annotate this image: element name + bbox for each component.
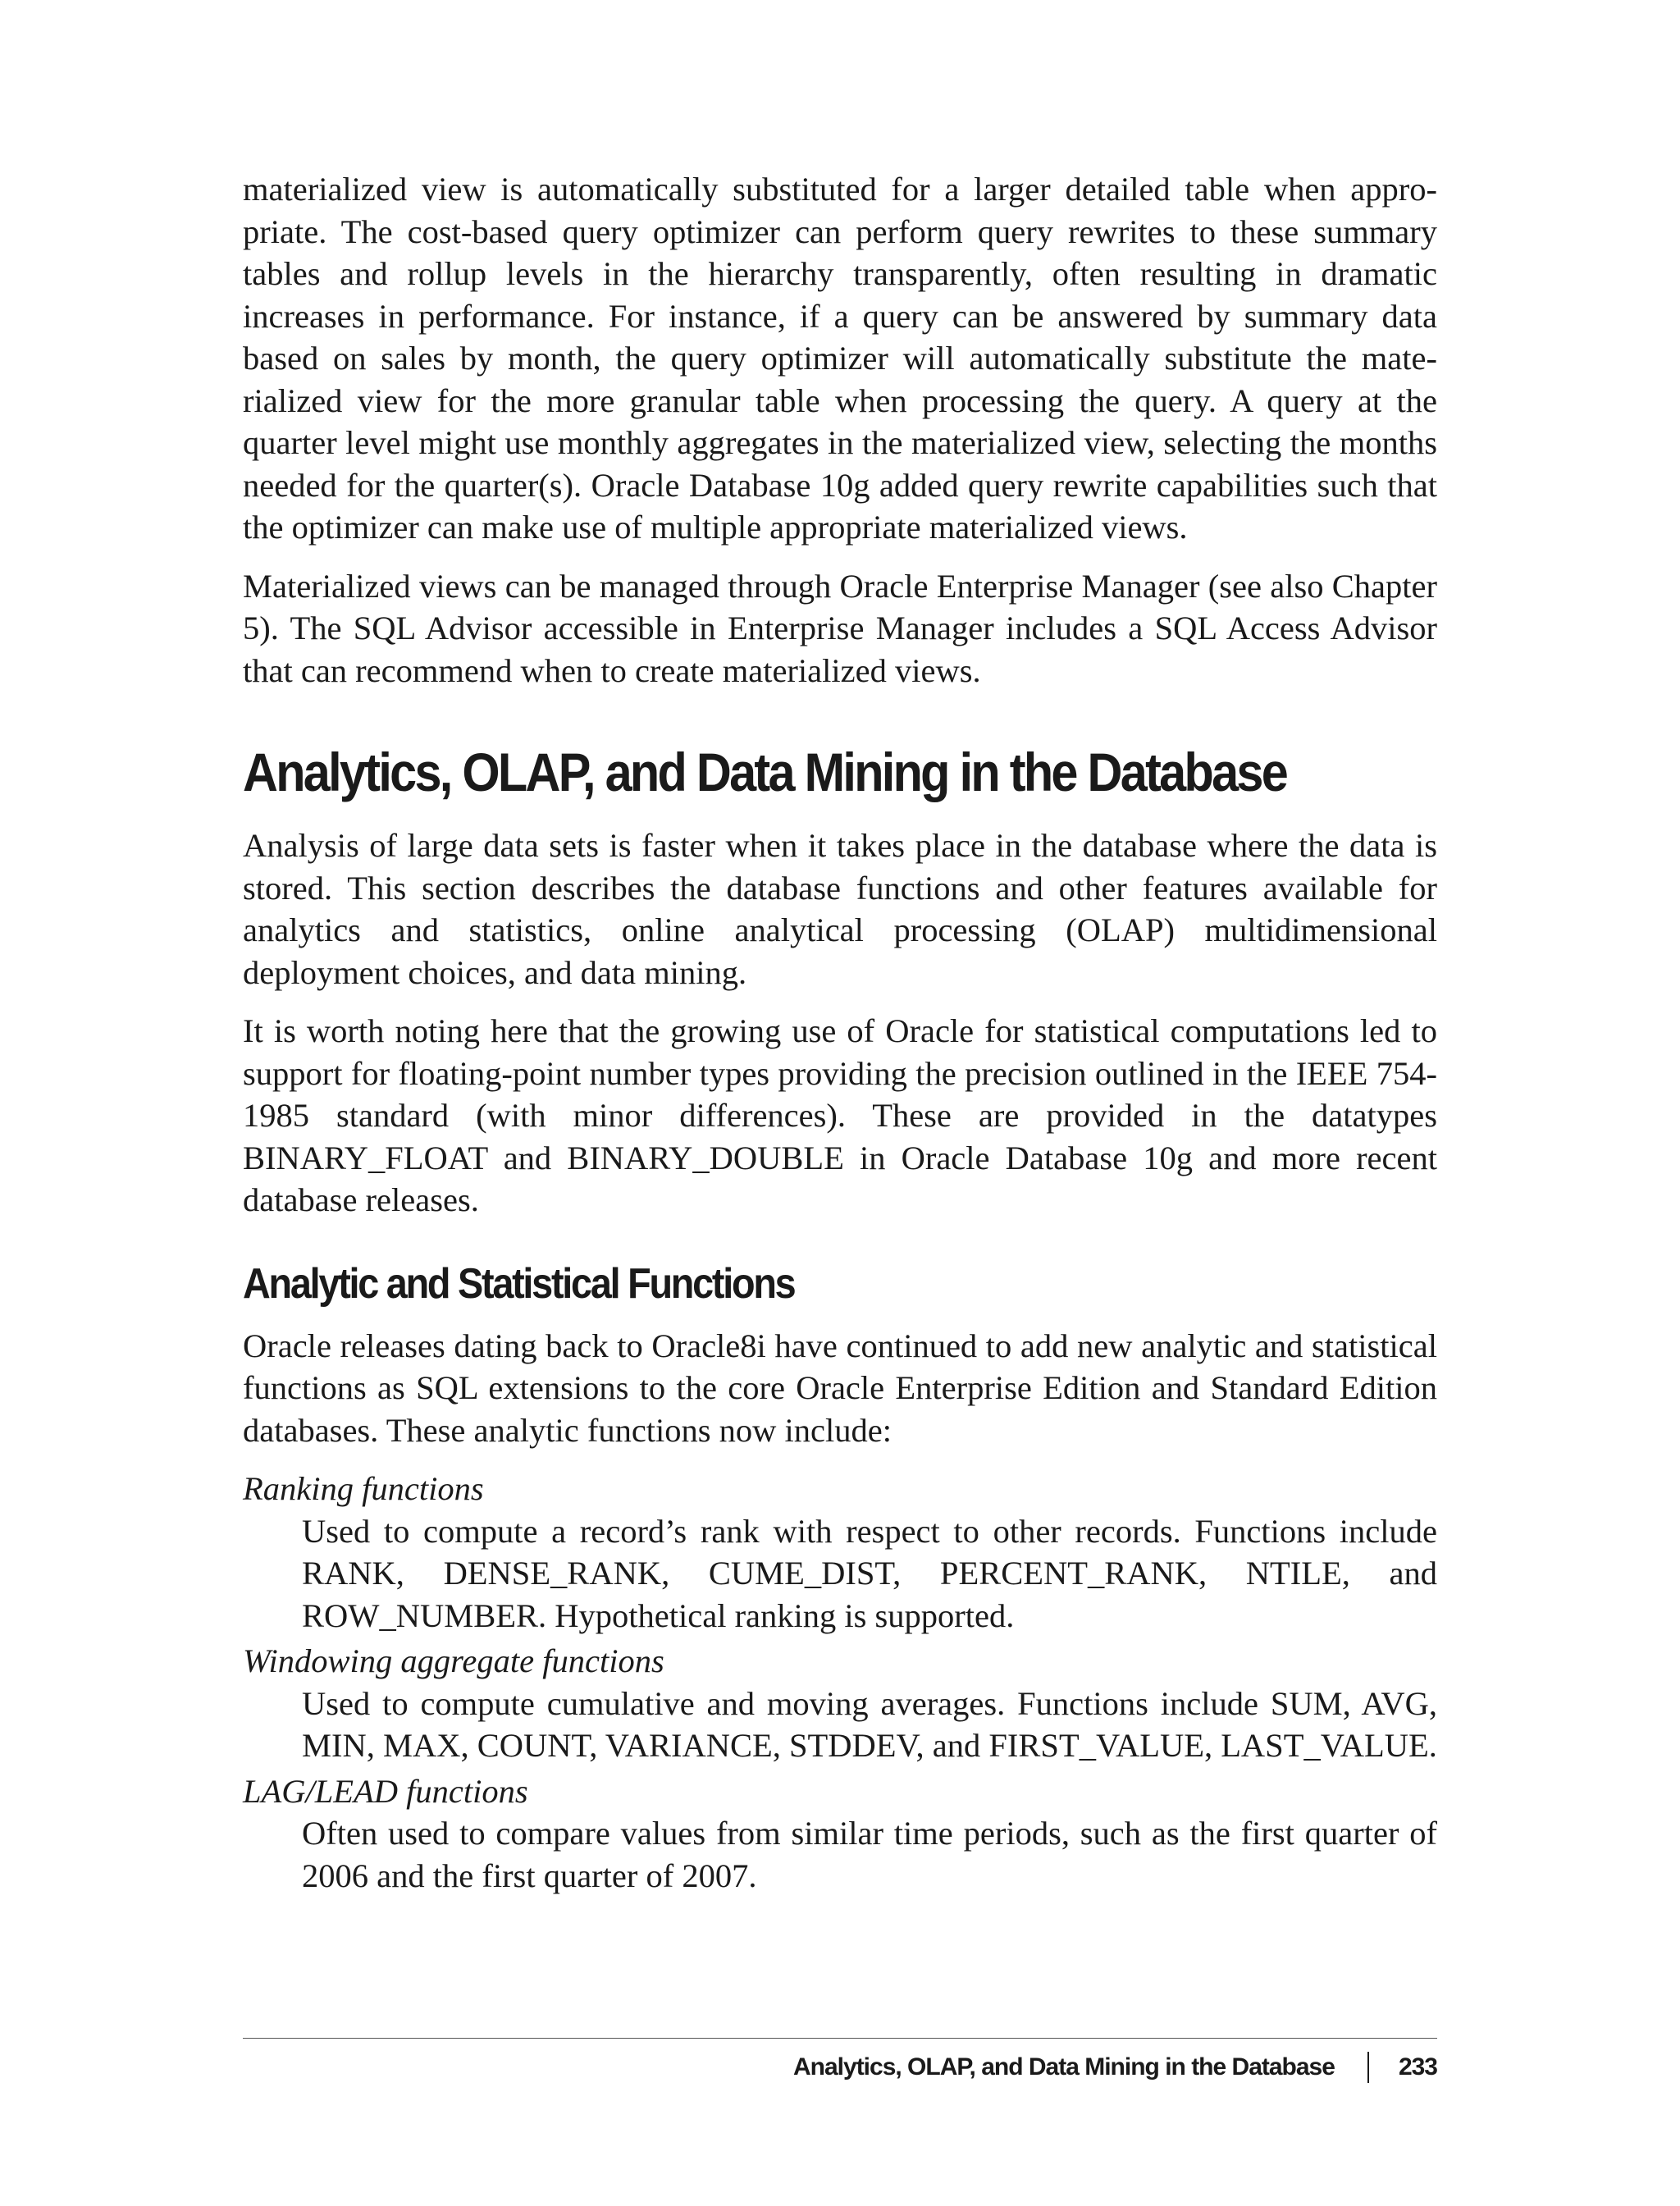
page-content [243, 168, 1437, 1898]
paragraph-floating-point: It is worth noting here that the growing use of Oracle for statistical computations led to support for floating-point number types providing the precision outlined in the IEEE 754-1985 standard (with minor differences). These are provided in the datatypes BINARY_FLOAT and BINARY_DOUBLE in Oracle Database 10g and more recent database releases. [243, 1012, 1437, 1218]
definition-windowing-aggregate-functions: Used to compute cumulative and moving averages. Functions include SUM, AVG, MIN, MAX, COUNT, VARIANCE, STDDEV, and FIRST_VALUE, LAST_VALUE. [302, 1684, 1437, 1764]
paragraph-analytic-intro: Oracle releases dating back to Oracle8i have continued to add new analytic and statistical functions as SQL extensions to the core Oracle Enterprise Edition and Standard Edition databases. These analytic functions now include: [243, 1327, 1437, 1449]
definition-lag-lead-functions: Often used to compare values from similar time periods, such as the first quarter of 2006 and the first quarter of 2007. [302, 1815, 1437, 1894]
page-number: 233 [1398, 2053, 1437, 2080]
term-ranking-functions: Ranking functions [243, 1470, 484, 1507]
term-windowing-aggregate-functions: Windowing aggregate functions [243, 1642, 664, 1679]
page-footer [793, 2051, 1437, 2084]
paragraph-enterprise-manager: Materialized views can be managed through Oracle Enterprise Manager (see also Chapter 5). The SQL Advisor accessible in Enterprise Manager includes a SQL Access Advisor that can recommend when to create materialized views. [243, 567, 1437, 689]
subsection-heading: Analytic and Statistical Functions [243, 1259, 795, 1308]
footer-separator [1367, 2052, 1369, 2083]
term-lag-lead-functions: LAG/LEAD functions [243, 1772, 528, 1810]
paragraph-materialized-view-rewrite: materialized view is automatically substituted for a larger detailed table when appropriate. The cost-based query optimizer can perform query rewrites to these summary tables and rollup levels in the hierarchy transparently, often resulting in dramatic increases in performance. For instance, if a query can be answered by summary data based on sales by month, the query optimizer will automatically substitute the materialized view for the more granular table when processing the query. A query at the quarter level might use monthly aggregates in the materialized view, selecting the months needed for the quarter(s). Oracle Database 10g added query rewrite capabilities such that the optimizer can make use of multiple appropriate materialized views. [243, 171, 1437, 546]
definition-list [243, 1468, 1437, 1897]
section-heading: Analytics, OLAP, and Data Mining in the Database [243, 742, 1287, 802]
paragraph-analysis-large-data: Analysis of large data sets is faster when it takes place in the database where the data is stored. This section describes the database functions and other features available for analytics and statistics, online analytical processing (OLAP) multidimensional deployment choices, and data mining. [243, 827, 1437, 991]
footer-rule [243, 2038, 1437, 2039]
definition-ranking-functions: Used to compute a record’s rank with respect to other records. Functions include RANK, DENSE_RANK, CUME_DIST, PERCENT_RANK, NTILE, and ROW_NUMBER. Hypothetical ranking is supported. [302, 1512, 1437, 1634]
footer-running-title: Analytics, OLAP, and Data Mining in the Database [793, 2053, 1335, 2080]
